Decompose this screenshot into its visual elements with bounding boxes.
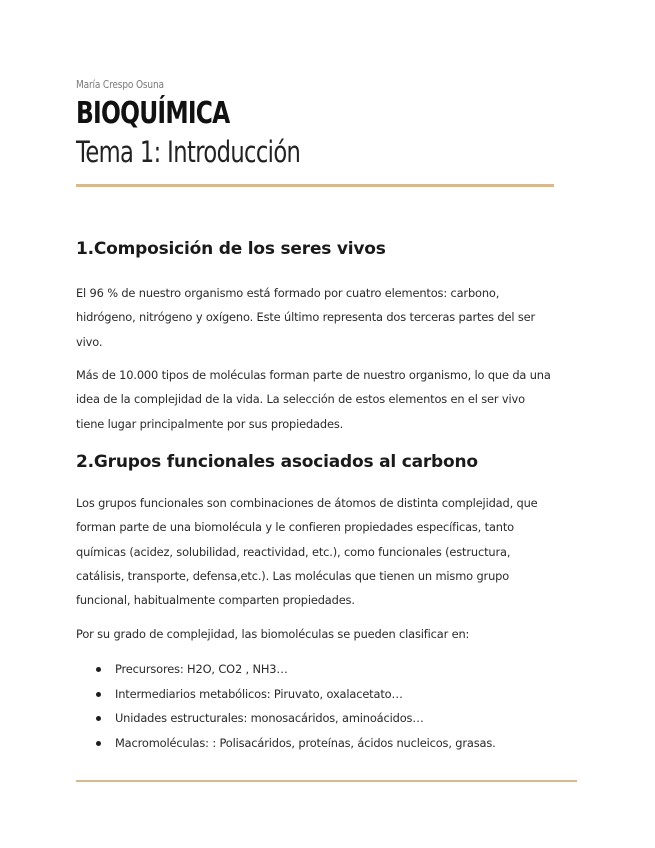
bullet-icon [96, 692, 101, 697]
section-1-paragraph-1: El 96 % de nuestro organismo está formado por cuatro elementos: carbono, hidrógeno, nitrógeno y oxígeno. Este último representa dos terceras partes del ser vivo. [76, 286, 536, 349]
list-item-text: Intermediarios metabólicos: Piruvato, oxalacetato… [115, 686, 403, 701]
document-subtitle: Tema 1: Introducción [76, 135, 301, 169]
footer-divider [76, 780, 577, 782]
document-title: BIOQUÍMICA [76, 96, 230, 131]
biomolecule-classification-list [76, 657, 496, 756]
bullet-icon [96, 741, 101, 746]
list-item [76, 731, 496, 756]
list-item-text: Macromoléculas: : Polisacáridos, proteínas, ácidos nucleicos, grasas. [115, 736, 496, 751]
header-divider [76, 184, 554, 187]
list-item [76, 682, 496, 707]
bullet-icon [96, 716, 101, 721]
section-2-heading: 2.Grupos funcionales asociados al carbono [76, 452, 478, 472]
section-1-heading: 1.Composición de los seres vivos [76, 239, 386, 259]
bullet-icon [96, 667, 101, 672]
section-2-paragraph-2: Por su grado de complejidad, las biomoléculas se pueden clasificar en: [76, 627, 470, 641]
list-item [76, 706, 496, 731]
section-2-paragraph-1: Los grupos funcionales son combinaciones de átomos de distinta complejidad, que forman parte de una biomolécula y le confieren propiedades específicas, tanto químicas (acidez, solubilidad, reactividad, etc.), como funcionales (estructura, catálisis, transporte, defensa,etc.). Las moléculas que tienen un mismo grupo funcional, habitualmente comparten propiedades. [76, 496, 538, 608]
list-item-text: Unidades estructurales: monosacáridos, aminoácidos… [115, 711, 424, 726]
list-item [76, 657, 496, 682]
list-item-text: Precursores: H2O, CO2 , NH3… [115, 662, 288, 676]
section-1-paragraph-2: Más de 10.000 tipos de moléculas forman parte de nuestro organismo, lo que da una idea de la complejidad de la vida. La selección de estos elementos en el ser vivo tiene lugar principalmente por sus propiedades. [76, 368, 551, 431]
author-name: María Crespo Osuna [76, 78, 164, 91]
